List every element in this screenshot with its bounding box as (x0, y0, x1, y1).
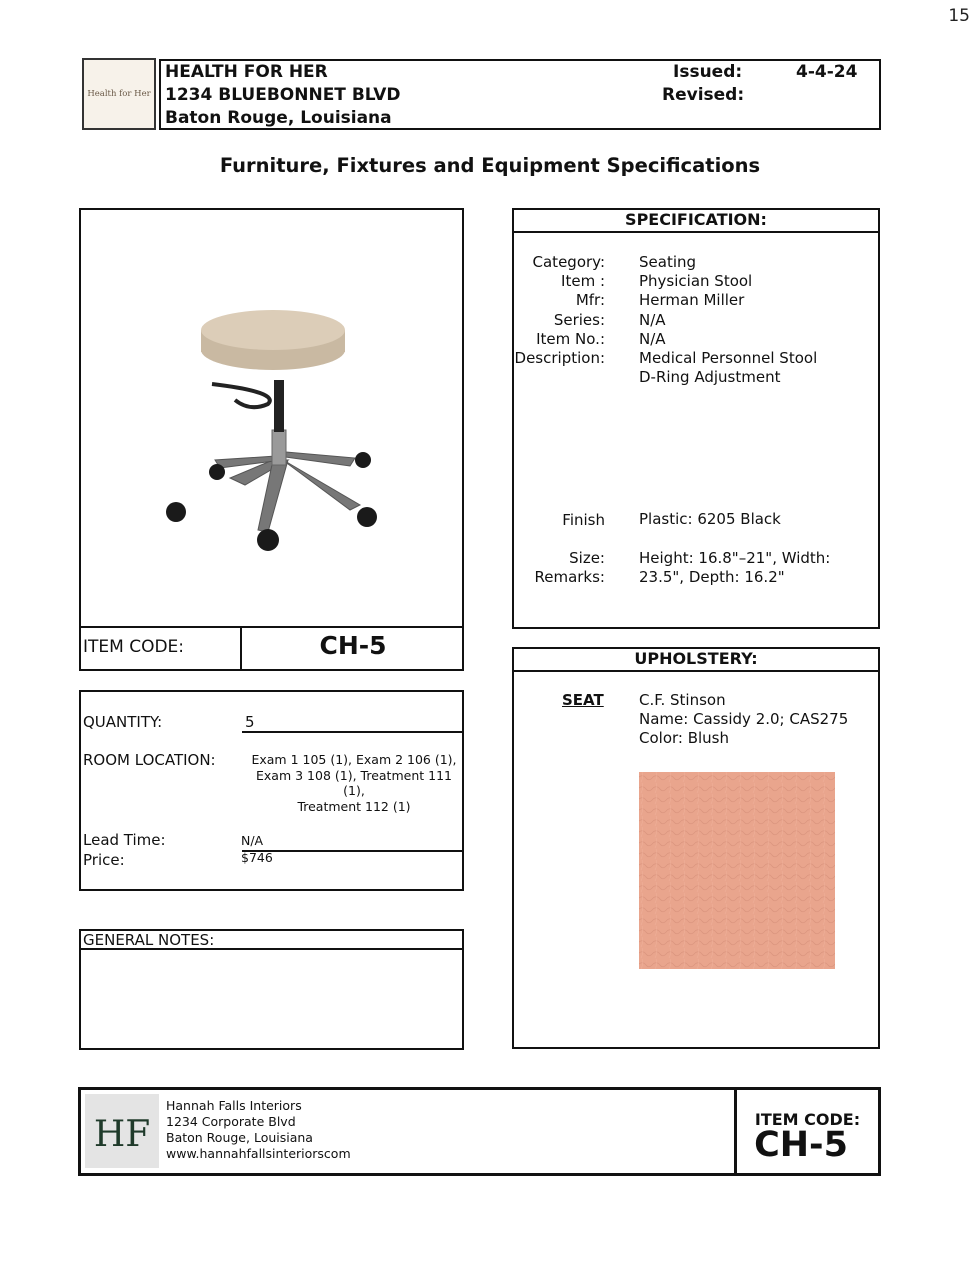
client-name: HEALTH FOR HER (165, 62, 328, 82)
description-label: Description: (514, 349, 605, 367)
room-location-label: ROOM LOCATION: (83, 751, 216, 769)
page-number: 15 (948, 6, 970, 26)
designer-website[interactable]: www.hannahfallsinteriorscom (166, 1146, 351, 1161)
quantity-underline (242, 731, 464, 733)
client-logo (82, 58, 156, 130)
upholstery-heading: UPHOLSTERY: (512, 647, 880, 672)
price-value: $746 (241, 850, 273, 865)
description-line-1: Medical Personnel Stool (639, 349, 818, 367)
item-value: Physician Stool (639, 272, 753, 290)
designer-address: 1234 Corporate Blvd (166, 1114, 296, 1129)
client-logo-text: Health for Her (87, 89, 151, 99)
price-divider (242, 850, 464, 852)
stool-image (150, 300, 410, 560)
finish-label: Finish (562, 511, 605, 529)
designer-city: Baton Rouge, Louisiana (166, 1130, 313, 1145)
upholstery-name: Name: Cassidy 2.0; CAS275 (639, 710, 849, 728)
room-location-value (244, 752, 464, 814)
lead-time-value: N/A (241, 833, 264, 848)
item-code-divider (79, 626, 464, 628)
footer-item-code-value: CH-5 (754, 1125, 848, 1165)
issued-date: 4-4-24 (796, 62, 858, 82)
mfr-label: Mfr: (575, 291, 605, 309)
mfr-value: Herman Miller (639, 291, 745, 309)
quantity-label: QUANTITY: (83, 713, 163, 731)
document-title: Furniture, Fixtures and Equipment Specifications (219, 154, 761, 177)
description-line-2: D-Ring Adjustment (639, 368, 781, 386)
size-label: Size: (569, 549, 605, 567)
series-value: N/A (639, 311, 666, 329)
item-code-value: CH-5 (319, 631, 387, 660)
revised-label: Revised: (662, 85, 745, 105)
quantity-value: 5 (245, 713, 255, 731)
room-line-1: Exam 1 105 (1), Exam 2 106 (1), (251, 752, 457, 767)
footer-item-code-label: ITEM CODE: (754, 1110, 861, 1129)
fabric-swatch (639, 772, 835, 969)
price-label: Price: (83, 851, 125, 869)
category-value: Seating (639, 253, 697, 271)
upholstery-color: Color: Blush (639, 729, 730, 747)
room-line-3: Treatment 112 (1) (297, 798, 411, 814)
series-label: Series: (553, 311, 605, 329)
issued-label: Issued: (673, 62, 743, 82)
specification-heading: SPECIFICATION: (512, 208, 880, 233)
designer-logo (85, 1094, 159, 1168)
remarks-label: Remarks: (534, 568, 605, 586)
seat-label: SEAT (562, 691, 604, 709)
client-city: Baton Rouge, Louisiana (165, 108, 392, 128)
size-line-2: 23.5", Depth: 16.2" (639, 568, 785, 586)
item-label: Item : (561, 272, 605, 290)
item-no-label: Item No.: (536, 330, 605, 348)
general-notes-label: GENERAL NOTES: (83, 931, 215, 949)
item-code-label: ITEM CODE: (83, 637, 185, 657)
svg-text:HF: HF (93, 1114, 151, 1155)
room-line-2: Exam 3 108 (1), Treatment 111 (1), (256, 767, 452, 798)
header-box (159, 59, 881, 130)
category-label: Category: (532, 253, 605, 271)
designer-company: Hannah Falls Interiors (166, 1098, 302, 1113)
designer-logo-mark (85, 1094, 159, 1168)
client-address: 1234 BLUEBONNET BLVD (165, 85, 401, 105)
lead-time-label: Lead Time: (83, 831, 166, 849)
upholstery-vendor: C.F. Stinson (639, 691, 726, 709)
size-line-1: Height: 16.8"–21", Width: (639, 549, 831, 567)
finish-value: Plastic: 6205 Black (639, 510, 781, 528)
item-no-value: N/A (639, 330, 666, 348)
